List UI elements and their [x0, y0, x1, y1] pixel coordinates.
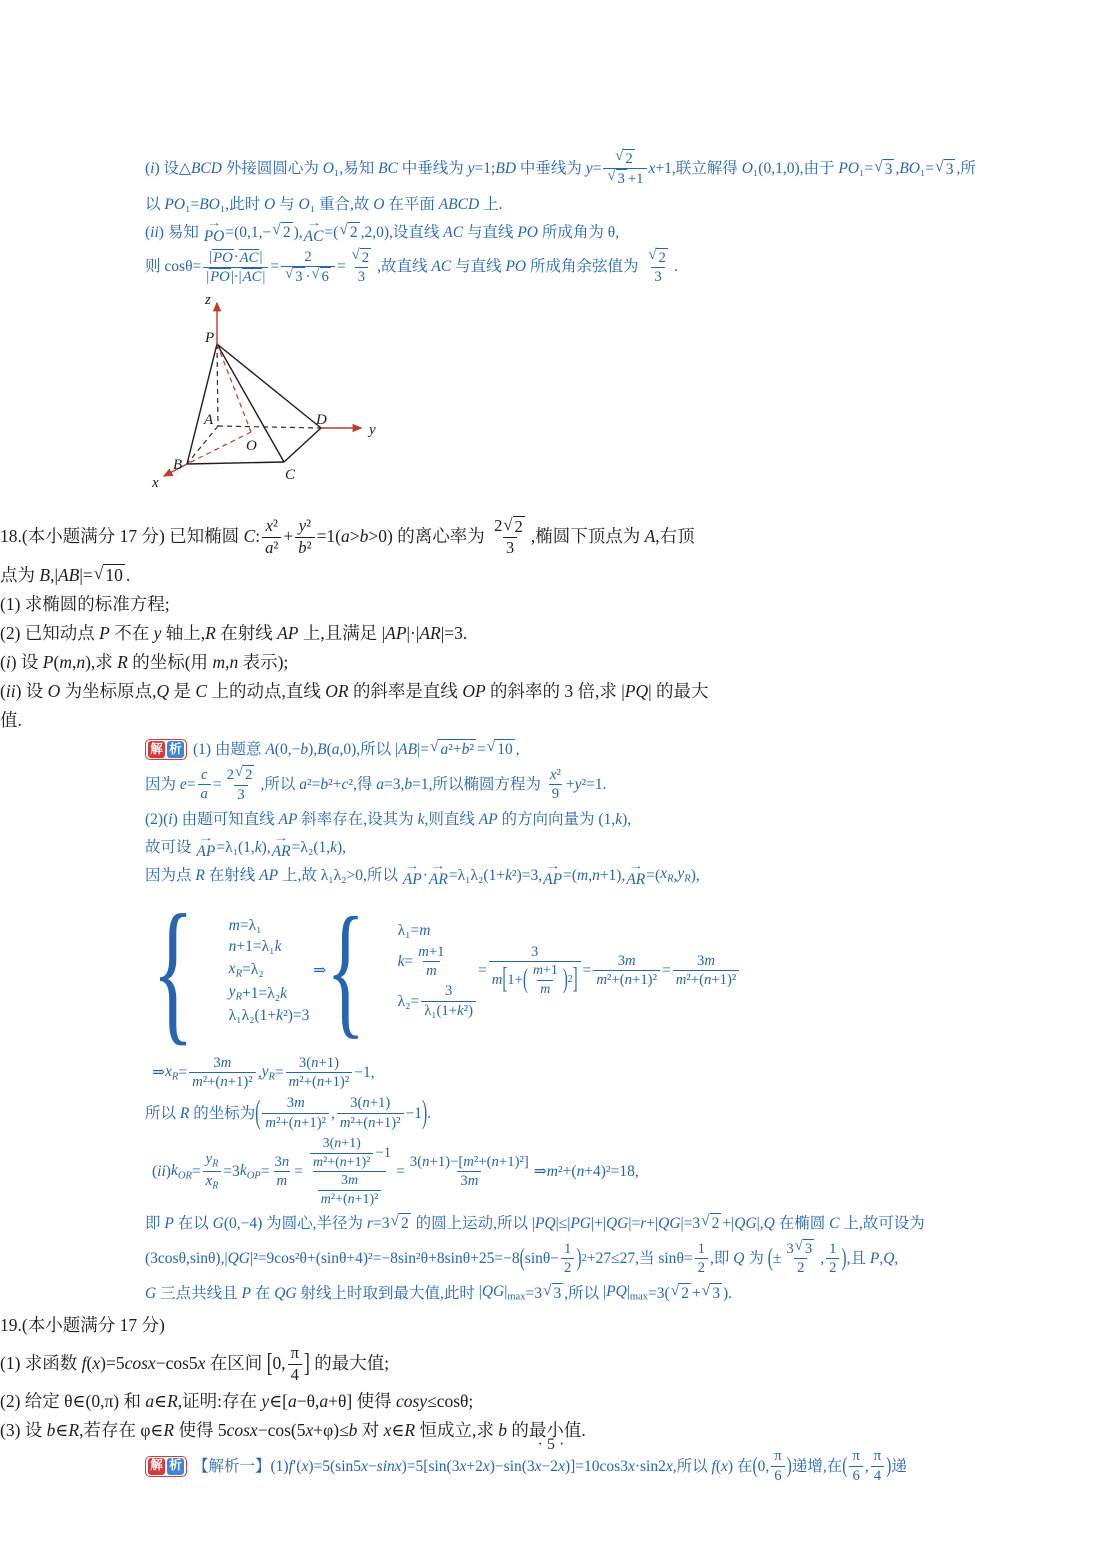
text-line: (3cosθ,sinθ),|QG|²=9cos²θ+(sinθ+4)²=−8sin²θ+8sinθ+25=−8 ( sinθ− $\frac{1}{2}$ ) 2 +27≤27,当 sinθ= $\frac{1}{2}$ ,即 Q 为 ( ± 3 √ 3 2 , $\frac{1}{2}$ ) ,且 P,Q, [145, 1238, 899, 1277]
text-line: (2)(i) 由题可知直线 AP 斜率存在,设其为 k,则直线 AP 的方向向量为 (1,k), [145, 810, 632, 828]
text-line: G 三点共线且 P 在 QG 射线上时取到最大值,此时 $|QG|_{max}$ =3 √ 3 ,所以 $|PQ|_{max}$ =3( √ 2 + √ 3 ). [145, 1282, 733, 1304]
text-line: 则 cosθ= | PO · AC | | PO |·| AC | = 2 √ 3 · √ 6 = √ 2 3 ,故直线 AC 与直线 PO 所成角余弦值为 √ 2 3 . [145, 246, 678, 286]
page-number: · 5 · [537, 1436, 565, 1453]
figure-label-y: y [369, 421, 376, 438]
text-line: 故可设 → AP =λ₁(1,k), → AR =λ₂(1,k), [145, 833, 347, 861]
text-line: { m=λ₁ n+1=λ₁k $x_R$ =λ₂ $y_R$ +1=λ₂k λ₁λ₂(1+k²)=3 ⇒ { λ₁=m k= $\frac{m+1}{m}$ λ₂= $\frac{3}{\text{λ₁(1+k²)}}$ = 3 m [ 1+ ( $\frac{m+1}{m}$ ) 2 ] = $\frac{3m}{\text{m²+(n+1)²}}$ = $\frac{3m}{\text{m²+(n+1)²}}$ [152, 891, 1102, 1051]
text-line: 解 析 (1) 由题意 A(0,−b),B(a,0),所以 |AB|= √ a²+b² = √ 10 , [145, 737, 1102, 762]
figure-label-O: O [246, 437, 257, 454]
text-line: (3) 设 b∈R,若存在 φ∈R 使得 5cosx−cos(5x+φ)≤b 对 x∈R 恒成立,求 b 的最小值. [0, 1419, 586, 1440]
jiexi-badge: 解 析 [145, 1456, 187, 1477]
text-line: (ii) $k_{OR}$ = $\frac{y_R}{x_R}$ =3 $k_{OP}$ = $\frac{3n}{m}$ = $\frac{3(n+1)}{\text{m²+(n+1)²}}$ −1 $\frac{3m}{\text{m²+(n+1)²}}$ = $\frac{\text{3(n+1)−[m²+(n+1)²]}}{3m}$ ⇒m²+(n+4)²=18, [152, 1136, 639, 1207]
jiexi-badge: 解 析 [145, 739, 187, 760]
figure-label-B: B [173, 456, 183, 473]
text-line: (ii) 易知 → PO =(0,1,− √ 2 ), → AC =( √ 2 ,2,0),设直线 AC 与直线 PO 所成角为 θ, [145, 218, 620, 246]
text-line: 以 PO₁=BO₁,此时 O 与 O₁ 重合,故 O 在平面 ABCD 上. [145, 195, 503, 213]
text-line: (2) 给定 θ∈(0,π) 和 a∈R,证明:存在 y∈[a−θ,a+θ] 使得 cosy≤cosθ; [0, 1390, 474, 1411]
text-line: 因为 e= $\frac{c}{a}$ = 2 √ 2 3 ,所以 a²=b²+c²,得 a=3,b=1,所以椭圆方程为 $\frac{\text{x²}}{9}$ +y²=1. [145, 764, 607, 803]
problem-18 [0, 516, 1102, 734]
text-line: 因为点 R 在射线 AP 上,故 λ₁λ₂>0,所以 → AP · → AR =λ₁λ₂(1+k²)=3, → AP =(m,n+1), → AR =( $x_R$ , $y_R$ ), [145, 861, 700, 889]
text-line: (2) 已知动点 P 不在 y 轴上,R 在射线 AP 上,且满足 |AP|·|AR|=3. [0, 622, 468, 643]
text-line: (1) 求函数 f(x)=5cosx−cos5x 在区间 [ 0, $\frac{\pi}{4}$ ] 的最大值; [0, 1342, 390, 1384]
figure-label-A: A [204, 411, 214, 428]
text-line: 值. [0, 709, 22, 730]
text-line: (ii) 设 O 为坐标原点,Q 是 C 上的动点,直线 OR 的斜率是直线 OP 的斜率的 3 倍,求 |PQ| 的最大 [0, 680, 709, 701]
text-line: 即 P 在以 G(0,−4) 为圆心,半径为 r=3 √ 2 的圆上运动,所以 |PQ|≤|PG|+|QG|=r+|QG|=3 √ 2 +|QG|,Q 在椭圆 C 上,故可设为 [145, 1212, 925, 1233]
text-line: ⇒ $x_R$ = $\frac{3m}{\text{m²+(n+1)²}}$ , $y_R$ = $\frac{3(n+1)}{\text{m²+(n+1)²}}$ −1, [152, 1054, 375, 1091]
solution-17-continuation [0, 149, 1102, 287]
pyramid-diagram [146, 293, 396, 501]
text-line: (i) 设 P(m,n),求 R 的坐标(用 m,n 表示); [0, 651, 289, 672]
figure-label-z: z [205, 291, 211, 308]
solution-18 [0, 737, 1102, 1306]
text-line: (i) 设△BCD 外接圆圆心为 O₁,易知 BC 中垂线为 y=1;BD 中垂线为 y= √ 2 √ 3 +1 x+1,联立解得 O₁(0,1,0),由于 PO₁= √ 3 ,BO₁= √ 3 ,所 [145, 148, 976, 188]
problem-19 [0, 1314, 1102, 1444]
text-line: (1) 求椭圆的标准方程; [0, 593, 170, 614]
figure-label-C: C [285, 466, 296, 483]
text-line: 18.(本小题满分 17 分) 已知椭圆 C: $\frac{\text{x²}}{\text{a²}}$ + $\frac{\text{y²}}{\text{b²}}$ =1(a>b>0) 的离心率为 2 √ 2 3 ,椭圆下顶点为 A,右顶 [0, 514, 695, 558]
red-dashed-segments [187, 344, 251, 464]
text-line: 19.(本小题满分 17 分) [0, 1315, 165, 1336]
figure-label-P: P [205, 329, 215, 346]
figure-label-x: x [152, 474, 159, 491]
figure-label-D: D [316, 411, 327, 428]
text-line: 所以 R 的坐标为 ( $\frac{3m}{\text{m²+(n+1)²}}$ , $\frac{3(n+1)}{\text{m²+(n+1)²}}$ −1 ) . [145, 1094, 432, 1131]
text-line: 点为 B,|AB|= √ 10 . [0, 563, 131, 586]
text-line: 解 析 【解析一】(1)f′(x)=5(sin5x−sinx)=5[sin(3x+2x)−sin(3x−2x)]=10cos3x·sin2x,所以 f(x) 在 ( 0, $\frac{\pi}{6}$ ) 递增,在 ( $\frac{\pi}{6}$ , $\frac{\pi}{4}$ ) 递 [145, 1447, 1102, 1485]
figure-pyramid [0, 293, 1102, 506]
